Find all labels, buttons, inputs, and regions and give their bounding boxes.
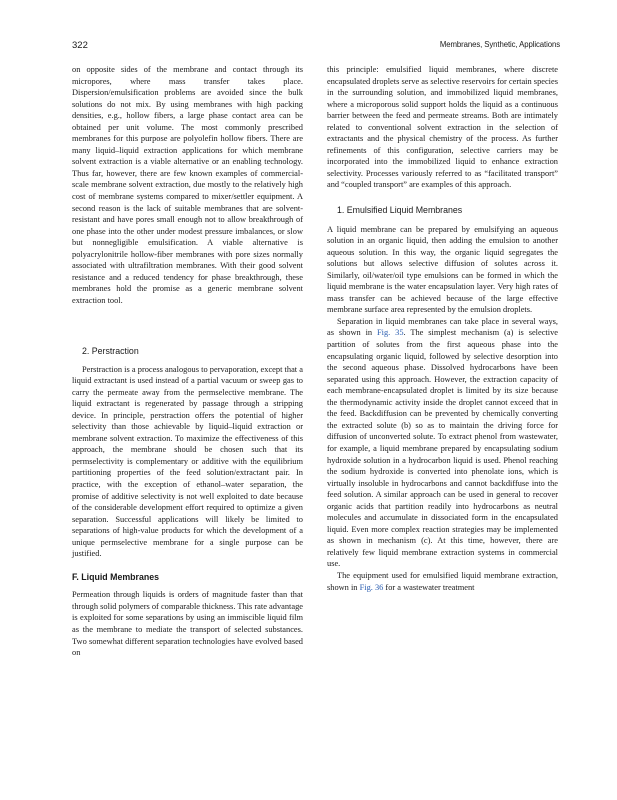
right-column	[327, 64, 558, 593]
paragraph-separation-mechanisms	[327, 316, 558, 570]
figure-35-link[interactable]: Fig. 35	[377, 328, 404, 338]
text-separation-intro: Separation in liquid membranes can take place in several ways, as shown in	[327, 316, 558, 338]
paragraph-principle: this principle: emulsified liquid membranes, where discrete encapsulated droplets serve as selective reservoirs for certain species in the surrounding solution, and immobilized liquid membranes, where a microporous solid support holds the liquid as a continuous barrier between the feed and permeate streams. Both are intimately related to conventional solvent extraction in the selection of extractants and the physical chemistry of the process. As further refinements of this configuration, selective carriers may be incorporated into the immobilized liquid to enhance extraction selectivity. Processes variously referred to as “facilitated transport” and “coupled transport” are examples of this approach.	[327, 65, 558, 190]
page-number: 322	[72, 40, 88, 51]
paragraph-emulsified: A liquid membrane can be prepared by emulsifying an aqueous solution in an organic liquid, then adding the emulsion to another aqueous solution. In this way, the organic liquid segregates the solutions but allows selective diffusion of solutes across it. Similarly, oil/water/oil type emulsions can be formed in which the liquid membrane is the water encapsulation layer. Very high rates of mass transfer can be achieved because of the large effective membrane surface area represented by the emulsion droplets.	[327, 224, 558, 315]
text-equipment-intro: The equipment used for emulsified liquid membrane extraction, shown in	[327, 570, 558, 592]
running-head: Membranes, Synthetic, Applications	[439, 40, 560, 49]
page-header	[72, 40, 560, 54]
left-column	[72, 64, 303, 659]
heading-emulsified-liquid-membranes: 1. Emulsified Liquid Membranes	[337, 205, 463, 216]
heading-perstraction: 2. Perstraction	[82, 346, 139, 356]
heading-liquid-membranes: F. Liquid Membranes	[72, 571, 160, 582]
text-separation-body: . The simplest mechanism (a) is selective partition of solutes from the first aqueous phase into the encapsulating organic liquid, followed by selective desorption into the second aqueous phase. Dissolved hydrocarbons have been separated using this approach. However, the extraction capacity of each membrane-encapsulated droplet is limited by its size because the thermodynamic activity inside the droplet cannot exceed that in the feed. Backdiffusion can be prevented by chemically converting the extracted solute (b) so as to maintain the driving force for diffusion of unconverted solute. To extract phenol from wastewater, for example, a liquid membrane prepared by encapsulating sodium hydroxide solution in a hydrocarbon liquid is used. Phenol reaching the sodium hydroxide is converted into phenolate ions, which is virtually insoluble in hydrocarbons and cannot backdiffuse into the feed solution. A similar approach can be used in general to recover organic acids that partition readily into hydrocarbons as neutral molecules and accumulate in dissociated form in the encapsulated liquid. Even more complex reaction strategies may be implemented as shown in mechanism (c). At this time, however, there are relatively few liquid membrane extraction systems in commercial use.	[327, 328, 558, 569]
paragraph-liquid-membranes: Permeation through liquids is orders of magnitude faster than that through solid polymers of comparable thickness. This rate advantage is exploited for some separations by using an immiscible liquid film as the membrane to mediate the transport of selected substances. Two somewhat different separation technologies have evolved based on	[72, 590, 303, 658]
paragraph-membrane-solvent-extraction: on opposite sides of the membrane and contact through its micropores, where mass transfer takes place. Dispersion/emulsification problems are avoided since the bulk solutions do not mix. By using membranes with high packing densities, e.g., hollow fibers, a large phase contact area can be obtained per unit volume. The most commonly prescribed membranes for this purpose are polyolefin hollow fibers. There are many liquid–liquid extraction applications for which membrane solvent extraction is a viable alternative or an enabling technology. Thus far, however, there are few known examples of commercial-scale membrane solvent extraction, due mostly to the relatively high cost of membrane systems compared to mixer/settler equipment. A second reason is the lack of suitable membranes that are solvent-resistant and have pores small enough not to allow breakthrough of one phase into the other under modest pressure imbalances, or slow but nonnegligible emulsification. A viable alternative is polyacrylonitrile hollow-fiber membranes with pore sizes normally associated with ultrafiltration membranes. With their good solvent resistance and a reduced tendency for phase breakthrough, these membranes hold the promise as a generic membrane solvent extraction tool.	[72, 65, 303, 305]
paragraph-perstraction: Perstraction is a process analogous to pervaporation, except that a liquid extractant is used instead of a partial vacuum or sweep gas to carry the permeate away from the permselective membrane. The liquid extractant is regenerated by passage through a stripping device. In principle, perstraction offers the potential of higher selectivity than those achievable by liquid–liquid extraction or membrane solvent extraction. To maximize the effectiveness of this approach, the membrane should be chosen such that its permselectivity is complementary or additive with the equilibrium partitioning properties of the feed solution/extractant pair. In practice, with the exception of ethanol–water separation, the promise of additive selectivity is not well exploited to date because of the considerable development effort required to optimize a given separation. Successful applications will likely be limited to separations of high-value products for which the development of a unique permselective membrane for a single purpose can be justified.	[72, 364, 303, 559]
paragraph-equipment	[327, 570, 558, 593]
figure-36-link[interactable]: Fig. 36	[359, 582, 384, 592]
text-equipment-tail: for a wastewater treatment	[383, 582, 475, 592]
